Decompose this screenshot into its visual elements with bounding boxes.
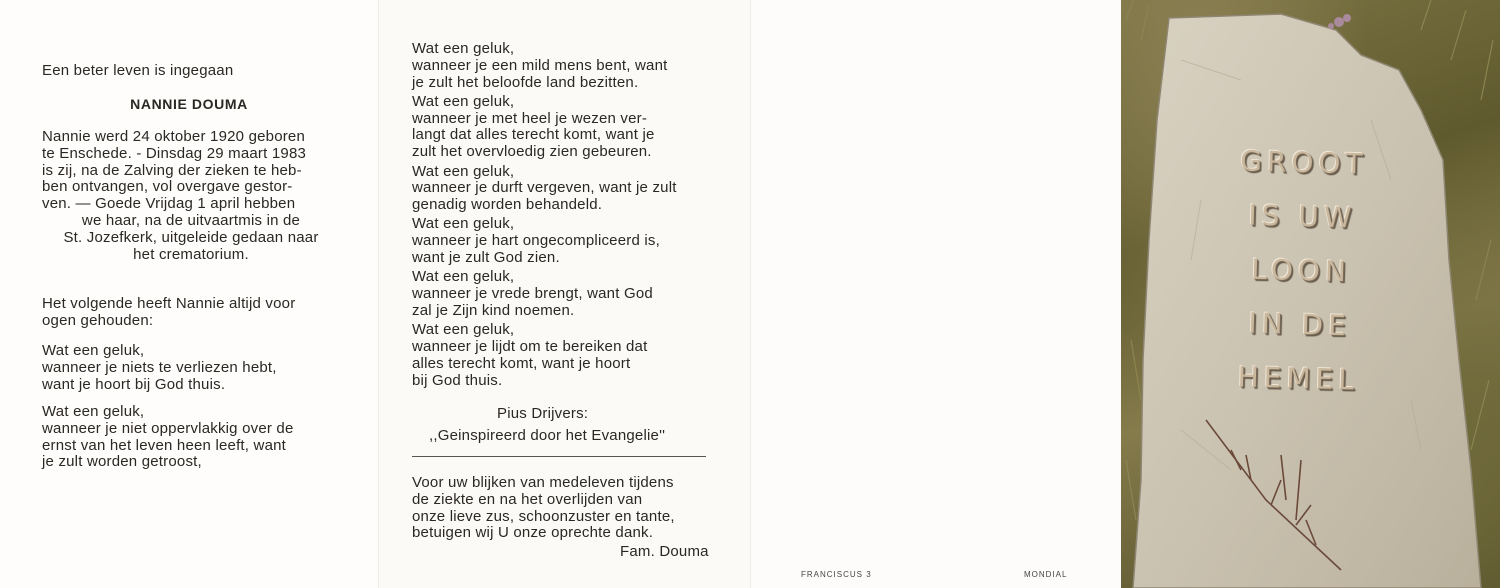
verse-block bbox=[412, 164, 677, 214]
text-line: ven. — Goede Vrijdag 1 april hebben bbox=[42, 195, 296, 213]
imprint-left: FRANCISCUS 3 bbox=[801, 570, 872, 579]
text-line: wanneer je met heel je wezen ver- bbox=[412, 109, 648, 127]
text-line: wanneer je niet oppervlakkig over de bbox=[42, 419, 294, 437]
middle-page bbox=[378, 0, 750, 588]
signature: Fam. Douma bbox=[620, 543, 709, 560]
verse-block bbox=[42, 343, 277, 393]
text-line: wanneer je vrede brengt, want God bbox=[412, 285, 653, 303]
text-line: zal je Zijn kind noemen. bbox=[412, 301, 575, 319]
text-line: genadig worden behandeld. bbox=[412, 196, 603, 214]
text-line: Wat een geluk, bbox=[42, 403, 145, 420]
text-line: Nannie werd 24 oktober 1920 geboren bbox=[42, 128, 306, 145]
thanks-text bbox=[412, 475, 675, 542]
intro-line: Een beter leven is ingegaan bbox=[42, 62, 234, 79]
text-line: Wat een geluk, bbox=[412, 268, 515, 286]
left-page bbox=[0, 0, 378, 588]
text-line: want je zult God zien. bbox=[412, 249, 560, 267]
text-line: ernst van het leven heen leeft, want bbox=[42, 436, 287, 454]
text-line: Wat een geluk, bbox=[412, 321, 515, 339]
text-line: de ziekte en na het overlijden van bbox=[412, 490, 643, 508]
text-line: Wat een geluk, bbox=[412, 215, 515, 233]
text-line: wanneer je lijdt om te bereiken dat bbox=[412, 338, 648, 356]
carved-line: IN DE bbox=[1247, 306, 1352, 343]
biography bbox=[42, 129, 340, 263]
followup-text bbox=[42, 296, 295, 330]
text-line: te Enschede. - Dinsdag 29 maart 1983 bbox=[42, 144, 307, 162]
verse-block bbox=[412, 94, 677, 161]
text-line: onze lieve zus, schoonzuster en tante, bbox=[412, 507, 675, 525]
text-line: is zij, na de Zalving der zieken te heb- bbox=[42, 161, 302, 179]
carved-line: GROOT bbox=[1239, 144, 1368, 181]
verse-block bbox=[42, 404, 294, 471]
divider bbox=[412, 456, 706, 457]
text-line: ben ontvangen, vol overgave gestor- bbox=[42, 178, 293, 196]
blank-page bbox=[750, 0, 1121, 588]
text-line: we haar, na de uitvaartmis in de bbox=[81, 211, 301, 229]
text-line: Wat een geluk, bbox=[42, 342, 145, 359]
verse-block bbox=[412, 269, 677, 319]
text-line: het crematorium. bbox=[133, 245, 249, 263]
text-line: ogen gehouden: bbox=[42, 311, 154, 329]
carved-line: HEMEL bbox=[1237, 360, 1360, 397]
text-line: Wat een geluk, bbox=[412, 162, 515, 180]
text-line: wanneer je niets te verliezen hebt, bbox=[42, 358, 277, 376]
text-line: betuigen wij U onze oprechte dank. bbox=[412, 524, 654, 542]
text-line: wanneer je een mild mens bent, want bbox=[412, 56, 668, 74]
verse-block bbox=[412, 41, 677, 91]
text-line: want je hoort bij God thuis. bbox=[42, 375, 226, 393]
imprint-right: MONDIAL bbox=[1024, 570, 1068, 579]
stone-photo bbox=[1121, 0, 1500, 588]
text-line: je zult worden getroost, bbox=[42, 453, 202, 471]
text-line: bij God thuis. bbox=[412, 371, 503, 389]
text-line: wanneer je durft vergeven, want je zult bbox=[412, 179, 677, 197]
carved-inscription bbox=[1217, 134, 1384, 408]
verse-block bbox=[412, 216, 677, 266]
text-line: wanneer je hart ongecompliceerd is, bbox=[412, 232, 660, 250]
text-line: Wat een geluk, bbox=[412, 92, 515, 110]
beatitudes bbox=[412, 41, 677, 392]
text-line: langt dat alles terecht komt, want je bbox=[412, 126, 655, 144]
text-line: Het volgende heeft Nannie altijd voor bbox=[42, 295, 296, 312]
verse-block bbox=[412, 322, 677, 389]
text-line: zult het overvloedig zien gebeuren. bbox=[412, 143, 652, 161]
flower-top bbox=[1328, 14, 1351, 29]
text-line: Voor uw blijken van medeleven tijdens bbox=[412, 474, 674, 491]
attribution-author: Pius Drijvers: bbox=[497, 405, 589, 422]
carved-line: IS UW bbox=[1247, 198, 1357, 235]
text-line: je zult het beloofde land bezitten. bbox=[412, 73, 639, 91]
text-line: Wat een geluk, bbox=[412, 40, 515, 57]
attribution-source: ,,Geinspireerd door het Evangelie'' bbox=[429, 427, 666, 444]
text-line: St. Jozefkerk, uitgeleide gedaan naar bbox=[63, 228, 319, 246]
carved-line: LOON bbox=[1250, 252, 1352, 289]
deceased-name: NANNIE DOUMA bbox=[130, 96, 248, 112]
text-line: alles terecht komt, want je hoort bbox=[412, 354, 631, 372]
